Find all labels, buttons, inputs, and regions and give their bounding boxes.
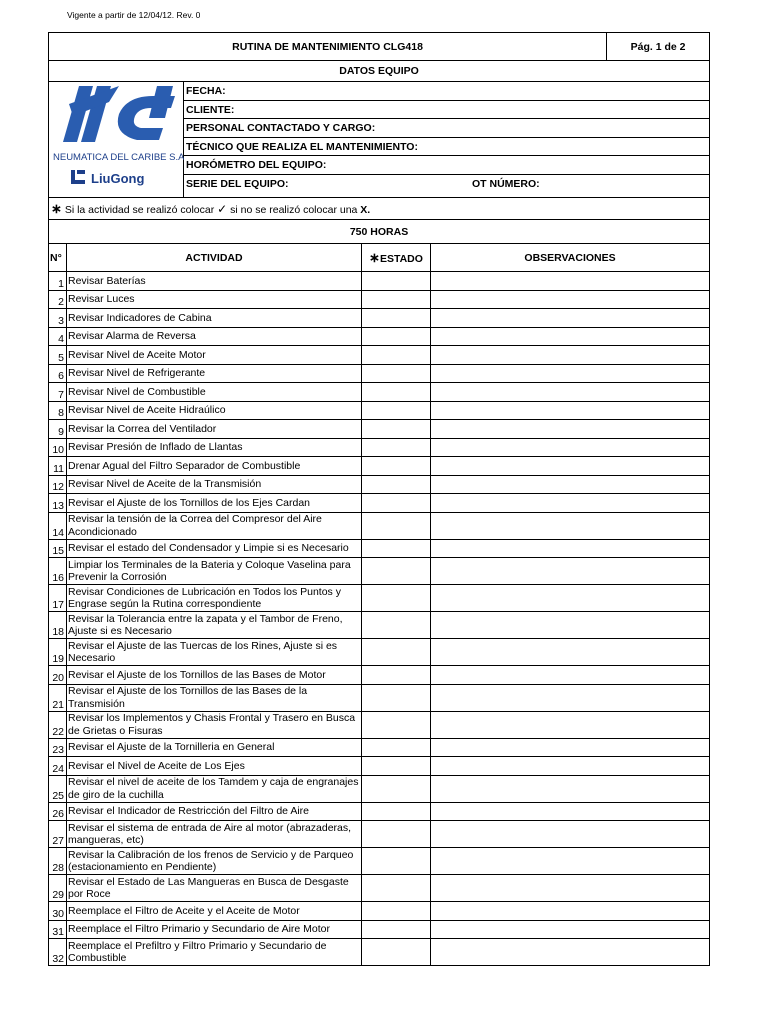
table-row	[49, 684, 710, 711]
row-number: 19	[49, 639, 67, 666]
row-number: 8	[49, 401, 67, 420]
row-estado-cell[interactable]	[362, 457, 431, 476]
row-estado-cell[interactable]	[362, 612, 431, 639]
row-activity: Revisar Luces	[67, 290, 362, 309]
table-row	[49, 438, 710, 457]
row-activity: Revisar Nivel de Combustible	[67, 383, 362, 402]
row-activity: Revisar Alarma de Reversa	[67, 327, 362, 346]
row-observaciones-cell[interactable]	[431, 494, 710, 513]
table-row	[49, 346, 710, 365]
row-estado-cell[interactable]	[362, 364, 431, 383]
row-activity: Revisar Nivel de Aceite Hidraúlico	[67, 401, 362, 420]
cliente-field[interactable]: CLIENTE:	[184, 101, 709, 120]
legend-text-1: Si la actividad se realizó colocar	[61, 203, 218, 216]
row-estado-cell[interactable]	[362, 475, 431, 494]
row-number: 4	[49, 327, 67, 346]
row-estado-cell[interactable]	[362, 401, 431, 420]
row-observaciones-cell[interactable]	[431, 802, 710, 821]
table-row	[49, 364, 710, 383]
row-activity: Revisar el Nivel de Aceite de Los Ejes	[67, 757, 362, 776]
row-observaciones-cell[interactable]	[431, 272, 710, 291]
row-activity: Reemplace el Prefiltro y Filtro Primario y Secundario de Combustible	[67, 939, 362, 966]
row-observaciones-cell[interactable]	[431, 848, 710, 875]
row-observaciones-cell[interactable]	[431, 327, 710, 346]
row-activity: Revisar el Indicador de Restricción del Filtro de Aire	[67, 802, 362, 821]
row-observaciones-cell[interactable]	[431, 539, 710, 558]
row-observaciones-cell[interactable]	[431, 666, 710, 685]
asterisk-icon: ∗	[51, 200, 62, 216]
row-activity: Revisar Condiciones de Lubricación en Todos los Puntos y Engrase según la Rutina correspondiente	[67, 585, 362, 612]
row-activity: Revisar Presión de Inflado de Llantas	[67, 438, 362, 457]
row-number: 12	[49, 475, 67, 494]
serie-row	[184, 175, 709, 194]
row-observaciones-cell[interactable]	[431, 475, 710, 494]
row-observaciones-cell[interactable]	[431, 939, 710, 966]
row-activity: Limpiar los Terminales de la Bateria y Coloque Vaselina para Prevenir la Corrosión	[67, 558, 362, 585]
row-activity: Revisar el nivel de aceite de los Tamdem y caja de engranajes de giro de la cuchilla	[67, 775, 362, 802]
tecnico-field[interactable]: TÉCNICO QUE REALIZA EL MANTENIMIENTO:	[184, 138, 709, 157]
row-observaciones-cell[interactable]	[431, 309, 710, 328]
row-estado-cell[interactable]	[362, 639, 431, 666]
row-number: 6	[49, 364, 67, 383]
row-observaciones-cell[interactable]	[431, 290, 710, 309]
row-estado-cell[interactable]	[362, 775, 431, 802]
row-number: 3	[49, 309, 67, 328]
ot-field[interactable]: OT NÚMERO:	[472, 177, 540, 190]
table-row	[49, 802, 710, 821]
revision-note: Vigente a partir de 12/04/12. Rev. 0	[67, 10, 201, 20]
serie-field[interactable]: SERIE DEL EQUIPO:	[186, 177, 289, 190]
table-row	[49, 711, 710, 738]
row-number: 30	[49, 902, 67, 921]
row-observaciones-cell[interactable]	[431, 457, 710, 476]
table-row	[49, 494, 710, 513]
row-estado-cell[interactable]	[362, 802, 431, 821]
row-number: 29	[49, 875, 67, 902]
col-num: N°	[49, 244, 67, 272]
asterisk-icon: ∗	[369, 249, 380, 265]
row-number: 31	[49, 920, 67, 939]
row-activity: Revisar la tensión de la Correa del Compresor del Aire Acondicionado	[67, 512, 362, 539]
row-estado-cell[interactable]	[362, 821, 431, 848]
row-estado-cell[interactable]	[362, 711, 431, 738]
row-number: 15	[49, 539, 67, 558]
fecha-field[interactable]: FECHA:	[184, 82, 709, 101]
row-activity: Revisar Baterías	[67, 272, 362, 291]
col-estado	[362, 244, 431, 272]
row-observaciones-cell[interactable]	[431, 346, 710, 365]
row-number: 9	[49, 420, 67, 439]
table-row	[49, 666, 710, 685]
row-number: 5	[49, 346, 67, 365]
equipment-info	[184, 82, 710, 198]
row-estado-cell[interactable]	[362, 902, 431, 921]
row-number: 17	[49, 585, 67, 612]
row-observaciones-cell[interactable]	[431, 920, 710, 939]
row-observaciones-cell[interactable]	[431, 684, 710, 711]
row-number: 21	[49, 684, 67, 711]
row-activity: Revisar la Tolerancia entre la zapata y el Tambor de Freno, Ajuste si es Necesario	[67, 612, 362, 639]
row-number: 20	[49, 666, 67, 685]
row-estado-cell[interactable]	[362, 512, 431, 539]
row-estado-cell[interactable]	[362, 539, 431, 558]
row-activity: Revisar la Calibración de los frenos de Servicio y de Parqueo (estacionamiento en Pendiente)	[67, 848, 362, 875]
activity-rows	[49, 272, 710, 966]
row-estado-cell[interactable]	[362, 666, 431, 685]
table-row	[49, 738, 710, 757]
row-activity: Revisar la Correa del Ventilador	[67, 420, 362, 439]
table-row	[49, 939, 710, 966]
col-activity: ACTIVIDAD	[67, 244, 362, 272]
table-row	[49, 612, 710, 639]
row-activity: Revisar Nivel de Aceite Motor	[67, 346, 362, 365]
row-number: 25	[49, 775, 67, 802]
maintenance-form	[48, 32, 710, 966]
row-observaciones-cell[interactable]	[431, 420, 710, 439]
row-estado-cell[interactable]	[362, 738, 431, 757]
row-observaciones-cell[interactable]	[431, 757, 710, 776]
row-number: 2	[49, 290, 67, 309]
row-observaciones-cell[interactable]	[431, 639, 710, 666]
row-estado-cell[interactable]	[362, 327, 431, 346]
table-row	[49, 848, 710, 875]
row-observaciones-cell[interactable]	[431, 902, 710, 921]
personal-field[interactable]: PERSONAL CONTACTADO Y CARGO:	[184, 119, 709, 138]
row-activity: Revisar el Ajuste de los Tornillos de las Bases de la Transmisión	[67, 684, 362, 711]
row-estado-cell[interactable]	[362, 848, 431, 875]
row-activity: Reemplace el Filtro de Aceite y el Aceite de Motor	[67, 902, 362, 921]
row-activity: Revisar el Ajuste de los Tornillos de las Bases de Motor	[67, 666, 362, 685]
row-observaciones-cell[interactable]	[431, 738, 710, 757]
table-row	[49, 512, 710, 539]
row-number: 16	[49, 558, 67, 585]
table-row	[49, 309, 710, 328]
row-observaciones-cell[interactable]	[431, 558, 710, 585]
check-icon: ✓	[217, 201, 228, 216]
nc-logo-icon	[49, 82, 184, 194]
row-activity: Revisar el Ajuste de la Tornilleria en General	[67, 738, 362, 757]
table-row	[49, 401, 710, 420]
row-observaciones-cell[interactable]	[431, 364, 710, 383]
table-row	[49, 875, 710, 902]
row-activity: Revisar el Ajuste de las Tuercas de los Rines, Ajuste si es Necesario	[67, 639, 362, 666]
row-observaciones-cell[interactable]	[431, 775, 710, 802]
legend-text-2: si no se realizó colocar una	[227, 203, 361, 216]
row-number: 24	[49, 757, 67, 776]
table-row	[49, 290, 710, 309]
section-title: DATOS EQUIPO	[49, 61, 710, 82]
row-estado-cell[interactable]	[362, 383, 431, 402]
row-number: 14	[49, 512, 67, 539]
page-indicator: Pág. 1 de 2	[607, 33, 710, 61]
legend	[49, 198, 710, 220]
row-estado-cell[interactable]	[362, 875, 431, 902]
row-estado-cell[interactable]	[362, 939, 431, 966]
row-observaciones-cell[interactable]	[431, 438, 710, 457]
table-row	[49, 585, 710, 612]
table-row	[49, 639, 710, 666]
row-activity: Reemplace el Filtro Primario y Secundario de Aire Motor	[67, 920, 362, 939]
row-observaciones-cell[interactable]	[431, 585, 710, 612]
row-number: 11	[49, 457, 67, 476]
row-number: 27	[49, 821, 67, 848]
form-title: RUTINA DE MANTENIMIENTO CLG418	[49, 33, 607, 61]
row-estado-cell[interactable]	[362, 494, 431, 513]
row-number: 28	[49, 848, 67, 875]
row-number: 7	[49, 383, 67, 402]
table-row	[49, 821, 710, 848]
row-number: 26	[49, 802, 67, 821]
row-estado-cell[interactable]	[362, 420, 431, 439]
row-estado-cell[interactable]	[362, 272, 431, 291]
row-estado-cell[interactable]	[362, 757, 431, 776]
col-estado-label: ESTADO	[379, 252, 423, 265]
row-observaciones-cell[interactable]	[431, 401, 710, 420]
row-estado-cell[interactable]	[362, 438, 431, 457]
table-header	[49, 244, 710, 272]
brand-name: LiuGong	[91, 171, 145, 186]
row-activity: Revisar los Implementos y Chasis Frontal y Trasero en Busca de Grietas o Fisuras	[67, 711, 362, 738]
row-activity: Drenar Agual del Filtro Separador de Combustible	[67, 457, 362, 476]
row-observaciones-cell[interactable]	[431, 383, 710, 402]
table-row	[49, 272, 710, 291]
row-activity: Revisar el estado del Condensador y Limpie si es Necesario	[67, 539, 362, 558]
table-row	[49, 327, 710, 346]
company-logo	[49, 82, 184, 198]
row-activity: Revisar Indicadores de Cabina	[67, 309, 362, 328]
row-observaciones-cell[interactable]	[431, 875, 710, 902]
row-activity: Revisar el Estado de Las Mangueras en Busca de Desgaste por Roce	[67, 875, 362, 902]
row-observaciones-cell[interactable]	[431, 512, 710, 539]
table-row	[49, 902, 710, 921]
row-number: 22	[49, 711, 67, 738]
row-number: 32	[49, 939, 67, 966]
row-observaciones-cell[interactable]	[431, 711, 710, 738]
row-estado-cell[interactable]	[362, 684, 431, 711]
row-estado-cell[interactable]	[362, 309, 431, 328]
table-row	[49, 383, 710, 402]
row-estado-cell[interactable]	[362, 290, 431, 309]
row-activity: Revisar el Ajuste de los Tornillos de los Ejes Cardan	[67, 494, 362, 513]
row-estado-cell[interactable]	[362, 558, 431, 585]
row-observaciones-cell[interactable]	[431, 821, 710, 848]
table-row	[49, 420, 710, 439]
table-row	[49, 757, 710, 776]
company-name: NEUMATICA DEL CARIBE S.A.	[53, 152, 184, 163]
table-row	[49, 558, 710, 585]
row-observaciones-cell[interactable]	[431, 612, 710, 639]
row-estado-cell[interactable]	[362, 920, 431, 939]
row-number: 13	[49, 494, 67, 513]
legend-x: X.	[360, 203, 371, 216]
table-row	[49, 457, 710, 476]
row-number: 18	[49, 612, 67, 639]
table-row	[49, 920, 710, 939]
horometro-field[interactable]: HORÓMETRO DEL EQUIPO:	[184, 156, 709, 175]
col-observaciones: OBSERVACIONES	[431, 244, 710, 272]
row-estado-cell[interactable]	[362, 585, 431, 612]
table-row	[49, 475, 710, 494]
hours-title: 750 HORAS	[49, 220, 710, 244]
row-number: 1	[49, 272, 67, 291]
row-number: 10	[49, 438, 67, 457]
table-row	[49, 539, 710, 558]
row-number: 23	[49, 738, 67, 757]
row-activity: Revisar el sistema de entrada de Aire al motor (abrazaderas, mangueras, etc)	[67, 821, 362, 848]
row-activity: Revisar Nivel de Aceite de la Transmisión	[67, 475, 362, 494]
row-estado-cell[interactable]	[362, 346, 431, 365]
table-row	[49, 775, 710, 802]
row-activity: Revisar Nivel de Refrigerante	[67, 364, 362, 383]
